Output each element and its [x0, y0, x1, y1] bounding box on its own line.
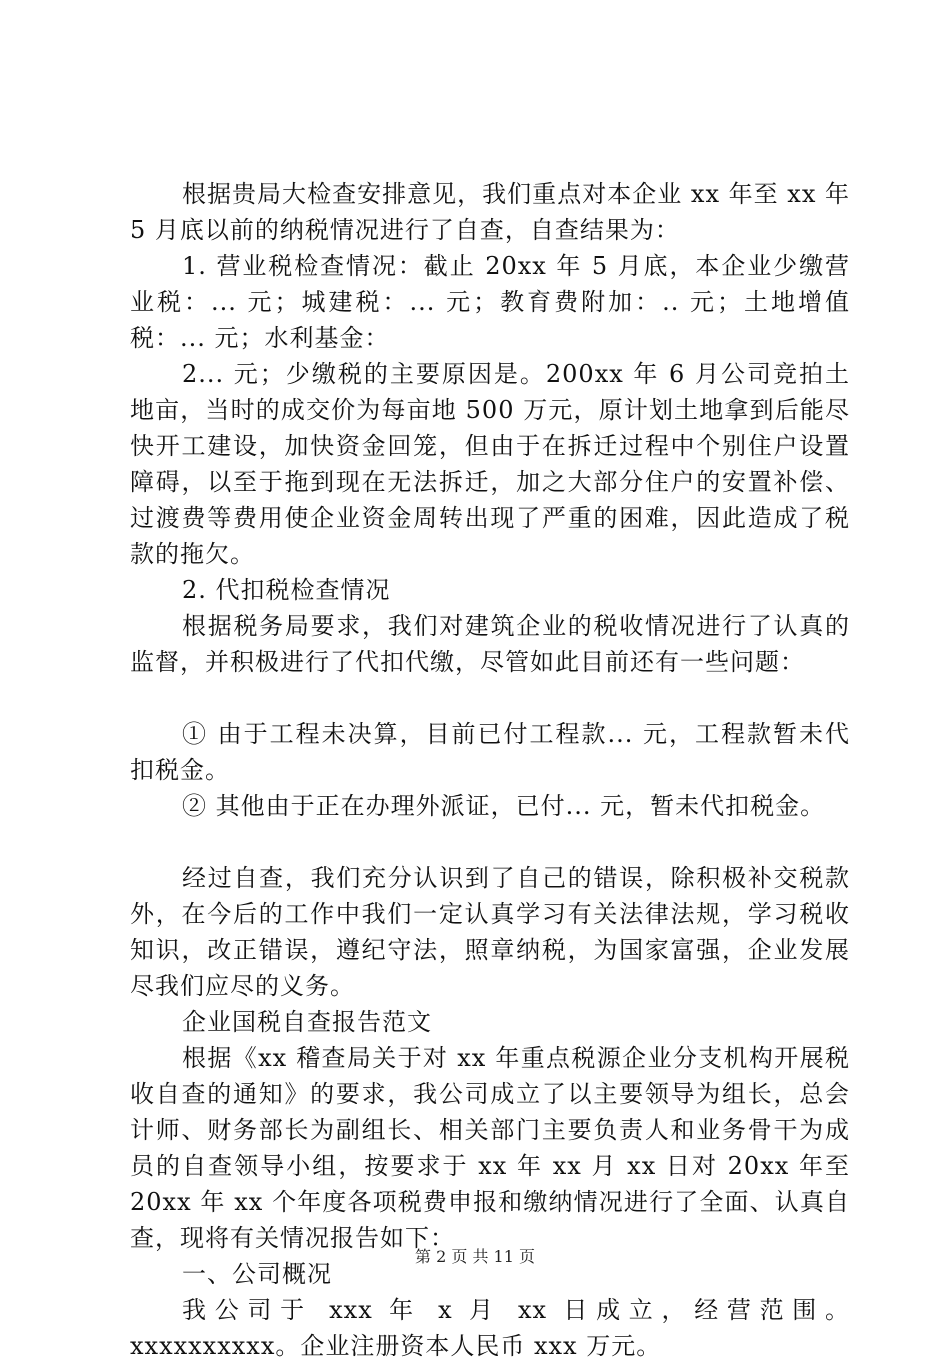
paragraph-withholding-heading: 2. 代扣税检查情况	[182, 576, 391, 604]
spacer	[130, 824, 850, 860]
paragraph-business-tax: 1. 营业税检查情况：截止 20xx 年 5 月底，本企业少缴营业税：... 元；城建税：... 元；教育费附加：.. 元；土地增值税：... 元；水利基金：	[130, 252, 850, 352]
paragraph-item-2: ② 其他由于正在办理外派证，已付... 元，暂未代扣税金。	[182, 792, 826, 820]
paragraph-section-heading: 一、公司概况	[182, 1260, 332, 1288]
page-footer: 第 2 页 共 11 页	[415, 1247, 535, 1266]
paragraph-item-1: ① 由于工程未决算，目前已付工程款... 元，工程款暂未代扣税金。	[130, 720, 850, 784]
paragraph-reasons: 2... 元；少缴税的主要原因是。200xx 年 6 月公司竞拍土地亩，当时的成交价为每亩地 500 万元，原计划土地拿到后能尽快开工建设，加快资金回笼，但由于在拆迁过程中个别住户设置障碍，以至于拖到现在无法拆迁，加之大部分住户的安置补偿、过渡费等费用使企业资金周转出现了严重的困难，因此造成了税款的拖欠。	[130, 360, 850, 568]
paragraph-conclusion: 经过自查，我们充分认识到了自己的错误，除积极补交税款外，在今后的工作中我们一定认真学习有关法律法规，学习税收知识，改正错误，遵纪守法，照章纳税，为国家富强，企业发展尽我们应尽的义务。	[130, 864, 850, 1000]
spacer	[130, 680, 850, 716]
paragraph-intro: 根据贵局大检查安排意见，我们重点对本企业 xx 年至 xx 年 5 月底以前的纳税情况进行了自查，自查结果为：	[130, 180, 850, 244]
paragraph-withholding-body: 根据税务局要求，我们对建筑企业的税收情况进行了认真的监督，并积极进行了代扣代缴，尽管如此目前还有一些问题：	[130, 612, 850, 676]
paragraph-sample-title: 企业国税自查报告范文	[182, 1008, 432, 1036]
document-body	[130, 176, 850, 1364]
paragraph-sample-intro: 根据《xx 稽查局关于对 xx 年重点税源企业分支机构开展税收自查的通知》的要求，我公司成立了以主要领导为组长，总会计师、财务部长为副组长、相关部门主要负责人和业务骨干为成员的自查领导小组，按要求于 xx 年 xx 月 xx 日对 20xx 年至 20xx 年 xx 个年度各项税费申报和缴纳情况进行了全面、认真自查，现将有关情况报告如下：	[130, 1044, 850, 1252]
paragraph-company-overview: 我公司于 xxx 年 x 月 xx 日成立，经营范围。xxxxxxxxxx。企业注册资本人民币 xxx 万元。	[130, 1296, 850, 1360]
